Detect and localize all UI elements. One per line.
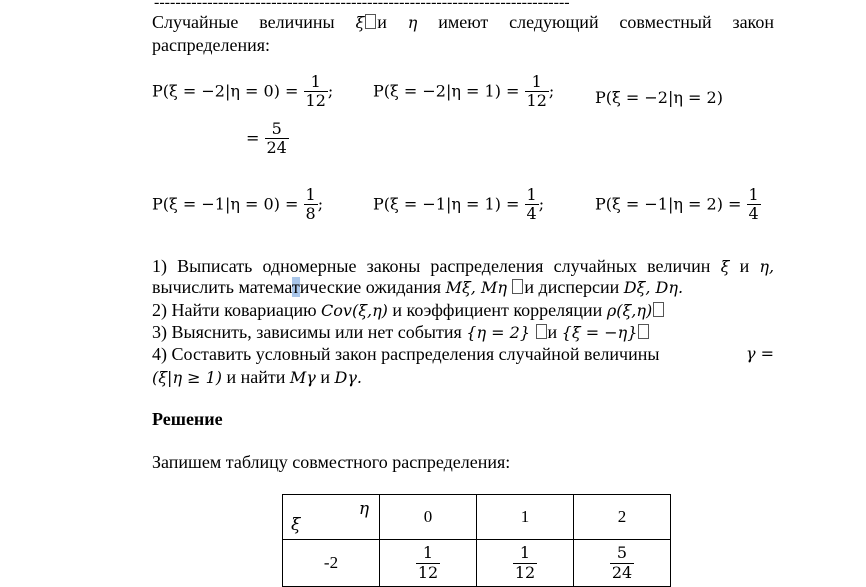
missing-glyph-box <box>365 14 376 29</box>
joint-distribution-table <box>282 494 671 587</box>
table-cell: $\frac{5}{24}$ <box>574 540 671 587</box>
fraction: $\frac{1}{12}$ <box>305 72 326 111</box>
text-highlight: т <box>291 277 300 297</box>
fraction: $\frac{1}{4}$ <box>526 185 537 224</box>
missing-glyph-box <box>653 302 664 317</box>
prob-6: P(ξ = −1|η = 2) = $\frac{1}{4}$ <box>595 185 759 224</box>
fraction: $\frac{1}{8}$ <box>305 185 316 224</box>
table-cell: $\frac{1}{12}$ <box>477 540 574 587</box>
table-row <box>283 540 671 587</box>
prob-3-continued: = $\frac{5}{24}$ <box>246 119 287 158</box>
task-3: 3) Выяснить, зависимы или нет события {η = 2} и {ξ = −η} <box>152 322 650 343</box>
intro-line-1: Случайные величины ξ и η имеют следующий совместный закон <box>152 12 775 32</box>
table-row-label: -2 <box>283 540 380 587</box>
intro-line-2: распределения: <box>152 35 271 55</box>
task-4-line-2: (ξ|η ≥ 1) и найти Mγ и Dγ. <box>152 367 362 387</box>
prob-4: P(ξ = −1|η = 0) = $\frac{1}{8}$ ; <box>152 185 324 224</box>
missing-glyph-box <box>536 324 547 339</box>
prob-1: P(ξ = −2|η = 0) = $\frac{1}{12}$ ; <box>152 72 334 111</box>
task-1-line-2: вычислить математические ожидания Mξ, Mη и дисперсии Dξ, Dη. <box>152 277 684 297</box>
table-header-cell: 1 <box>477 495 574 540</box>
separator-line: ------------------------------------------------------------------------------ <box>154 0 570 11</box>
prob-5: P(ξ = −1|η = 1) = $\frac{1}{4}$ ; <box>373 185 545 224</box>
table-corner-cell: η ξ <box>283 495 380 540</box>
table-intro: Запишем таблицу совместного распределения: <box>152 452 511 472</box>
prob-2: P(ξ = −2|η = 1) = $\frac{1}{12}$ ; <box>373 72 555 111</box>
task-2: 2) Найти ковариацию Cov(ξ,η) и коэффициент корреляции ρ(ξ,η) <box>152 300 665 321</box>
task-1-line-1: 1) Выписать одномерные законы распределения случайных величин ξ и η, <box>152 256 775 276</box>
table-header-cell: 2 <box>574 495 671 540</box>
task-4-line-1: 4) Составить условный закон распределения случайной величины γ = <box>152 344 774 364</box>
prob-3: P(ξ = −2|η = 2) <box>595 88 723 107</box>
table-cell: $\frac{1}{12}$ <box>380 540 477 587</box>
fraction: $\frac{1}{12}$ <box>526 72 547 111</box>
table-header-cell: 0 <box>380 495 477 540</box>
table-header-row <box>283 495 671 540</box>
missing-glyph-box <box>638 324 649 339</box>
missing-glyph-box <box>512 279 523 294</box>
solution-heading: Решение <box>152 409 223 429</box>
fraction: $\frac{1}{4}$ <box>748 185 759 224</box>
fraction: $\frac{5}{24}$ <box>266 119 287 158</box>
